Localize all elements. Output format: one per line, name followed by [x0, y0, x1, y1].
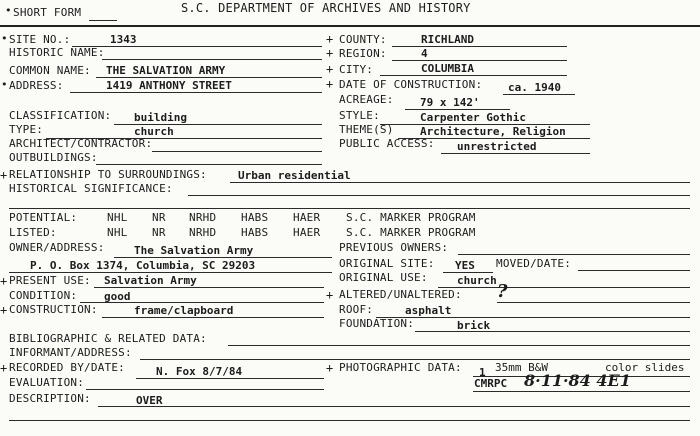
photo-line-2: [473, 391, 690, 392]
type-label: TYPE:: [9, 123, 44, 136]
previous-owners-line: [458, 254, 690, 255]
historic-name-label: HISTORIC NAME:: [9, 46, 105, 59]
foundation-line: [415, 331, 690, 332]
previous-owners-label: PREVIOUS OWNERS:: [339, 241, 449, 254]
agency-title: S.C. DEPARTMENT OF ARCHIVES AND HISTORY: [181, 1, 471, 15]
present-use-label: PRESENT USE:: [9, 274, 91, 287]
informant-line: [140, 359, 690, 360]
common-name-value: THE SALVATION ARMY: [106, 64, 226, 77]
altered-mark: +: [326, 288, 334, 302]
recorded-mark: +: [0, 361, 8, 375]
listed-label: LISTED:: [9, 226, 57, 239]
condition-value: good: [104, 290, 131, 303]
acreage-label: ACREAGE:: [339, 93, 394, 106]
outbuildings-label: OUTBUILDINGS:: [9, 151, 98, 164]
outbuildings-line: [96, 164, 322, 165]
county-mark: +: [326, 32, 334, 46]
moved-date-line: [578, 270, 690, 271]
potential-nrhd: NRHD: [189, 211, 217, 224]
foundation-value: brick: [457, 319, 491, 332]
altered-label: ALTERED/UNALTERED:: [339, 288, 462, 301]
city-label: CITY:: [339, 63, 374, 76]
owner-label: OWNER/ADDRESS:: [9, 241, 105, 254]
potential-habs: HABS: [241, 211, 269, 224]
region-value: 4: [421, 47, 428, 60]
public-access-value: unrestricted: [457, 140, 537, 153]
moved-date-label: MOVED/DATE:: [496, 257, 572, 270]
form-type-mark: •: [5, 4, 12, 17]
original-use-label: ORIGINAL USE:: [339, 271, 428, 284]
construction-label: CONSTRUCTION:: [9, 303, 98, 316]
photo-ref-value: CMRPC: [474, 377, 508, 390]
condition-line: [80, 302, 324, 303]
city-mark: +: [326, 62, 334, 76]
address-line: [70, 92, 322, 93]
roof-line: [376, 317, 690, 318]
original-site-line: [443, 272, 493, 273]
informant-label: INFORMANT/ADDRESS:: [9, 346, 132, 359]
county-label: COUNTY:: [339, 33, 387, 46]
address-mark: •: [1, 78, 8, 91]
common-name-label: COMMON NAME:: [9, 64, 91, 77]
public-access-label: PUBLIC ACCESS:: [339, 137, 435, 150]
architect-line: [152, 151, 322, 152]
recorded-label: RECORDED BY/DATE:: [9, 361, 125, 374]
owner-address-line: [9, 272, 332, 273]
listed-nr: NR: [152, 226, 166, 239]
description-value: OVER: [136, 394, 163, 407]
acreage-value: 79 x 142': [420, 96, 480, 109]
present-use-value: Salvation Army: [104, 274, 197, 287]
photo-label: PHOTOGRAPHIC DATA:: [339, 361, 462, 374]
region-line: [392, 60, 567, 61]
type-value: church: [134, 125, 174, 138]
header-rule: [0, 25, 700, 27]
owner-line: [114, 257, 332, 258]
bibliographic-line: [228, 345, 690, 346]
classification-label: CLASSIFICATION:: [9, 109, 112, 122]
foundation-label: FOUNDATION:: [339, 317, 415, 330]
present-use-mark: +: [0, 274, 8, 288]
county-line: [392, 46, 567, 47]
listed-nhl: NHL: [107, 226, 128, 239]
photo-color-value: color slides: [605, 361, 685, 374]
evaluation-line: [86, 389, 324, 390]
potential-label: POTENTIAL:: [9, 211, 78, 224]
present-use-line: [94, 287, 324, 288]
altered-line: [497, 302, 690, 303]
bibliographic-label: BIBLIOGRAPHIC & RELATED DATA:: [9, 332, 207, 345]
address-label: ADDRESS:: [9, 79, 64, 92]
themes-value: Architecture, Religion: [420, 125, 566, 138]
classification-value: building: [134, 111, 187, 124]
significance-label: HISTORICAL SIGNIFICANCE:: [9, 182, 173, 195]
original-site-value: YES: [455, 259, 475, 272]
description-line-2: [9, 420, 690, 421]
original-use-value: church: [457, 274, 497, 287]
condition-label: CONDITION:: [9, 289, 78, 302]
form-type-label: SHORT FORM: [13, 6, 82, 19]
photo-bw-value: 35mm B&W: [495, 361, 548, 374]
listed-habs: HABS: [241, 226, 269, 239]
listed-haer: HAER: [293, 226, 321, 239]
altered-value: ?: [497, 281, 508, 302]
photo-handwritten-value: 8·11·84 4E1: [524, 371, 631, 390]
construction-mark: +: [0, 303, 8, 317]
roof-value: asphalt: [405, 304, 452, 317]
evaluation-label: EVALUATION:: [9, 376, 85, 389]
relationship-label: RELATIONSHIP TO SURROUNDINGS:: [9, 168, 207, 181]
listed-nrhd: NRHD: [189, 226, 217, 239]
form-type-blank: [89, 20, 117, 21]
site-no-label: SITE NO.:: [9, 33, 71, 46]
photo-count-value: 1: [479, 366, 486, 379]
common-name-line: [96, 77, 322, 78]
recorded-line: [136, 378, 324, 379]
date-mark: +: [326, 77, 334, 91]
relationship-line: [230, 182, 690, 183]
site-no-value: 1343: [110, 33, 137, 46]
potential-nhl: NHL: [107, 211, 128, 224]
owner-address-value: P. O. Box 1374, Columbia, SC 29203: [30, 259, 256, 272]
style-value: Carpenter Gothic: [420, 111, 526, 124]
potential-haer: HAER: [293, 211, 321, 224]
description-line: [98, 406, 690, 407]
construction-line: [102, 317, 324, 318]
owner-name-value: The Salvation Army: [134, 244, 254, 257]
address-value: 1419 ANTHONY STREET: [106, 79, 232, 92]
construction-value: frame/clapboard: [134, 304, 234, 317]
date-line: [503, 94, 575, 95]
region-mark: +: [326, 46, 334, 60]
photo-mark: +: [326, 361, 334, 375]
county-value: RICHLAND: [421, 33, 474, 46]
city-line: [380, 75, 567, 76]
original-use-line: [438, 287, 690, 288]
site-no-mark: •: [1, 32, 8, 45]
description-label: DESCRIPTION:: [9, 392, 91, 405]
date-value: ca. 1940: [508, 81, 561, 94]
date-label: DATE OF CONSTRUCTION:: [339, 78, 483, 91]
potential-nr: NR: [152, 211, 166, 224]
historic-name-line: [102, 59, 322, 60]
potential-marker: S.C. MARKER PROGRAM: [346, 211, 476, 224]
recorded-value: N. Fox 8/7/84: [156, 365, 243, 378]
listed-marker: S.C. MARKER PROGRAM: [346, 226, 476, 239]
architect-label: ARCHITECT/CONTRACTOR:: [9, 137, 153, 150]
site-no-line: [72, 46, 322, 47]
relationship-mark: +: [0, 168, 8, 182]
themes-label: THEME(S): [339, 123, 394, 136]
roof-label: ROOF:: [339, 303, 374, 316]
region-label: REGION:: [339, 47, 387, 60]
city-value: COLUMBIA: [421, 62, 474, 75]
significance-line: [188, 195, 690, 196]
original-site-label: ORIGINAL SITE:: [339, 257, 435, 270]
style-label: STYLE:: [339, 109, 380, 122]
public-access-line: [441, 153, 590, 154]
acreage-line: [405, 109, 510, 110]
significance-line-2: [9, 208, 690, 209]
relationship-value: Urban residential: [238, 169, 351, 182]
